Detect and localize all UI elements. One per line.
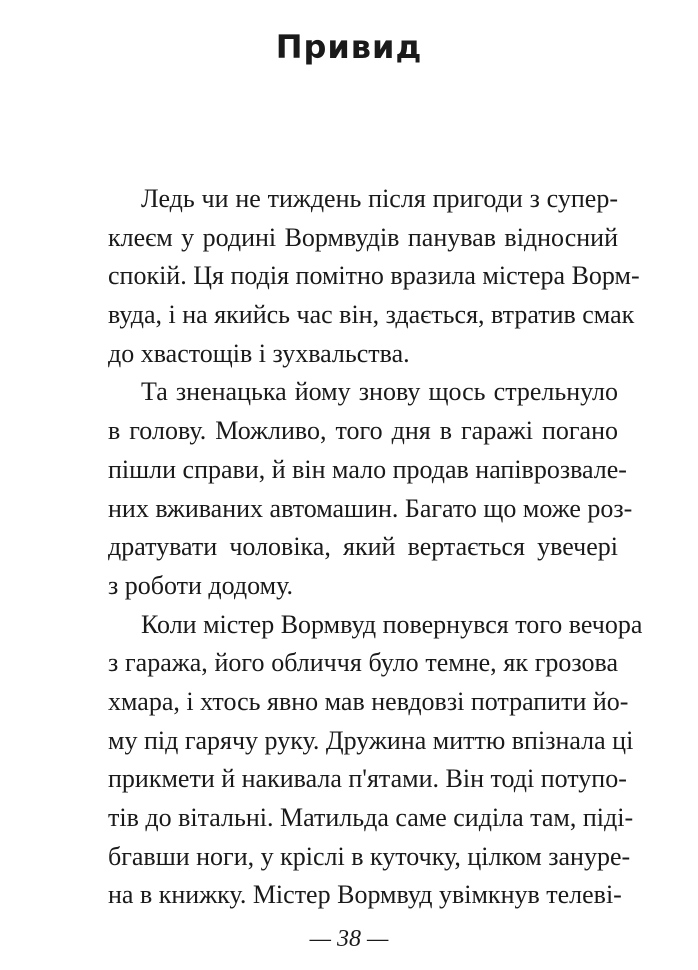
paragraph-2-line-4: них вживаних автомашин. Багато що може роз- <box>108 493 633 523</box>
paragraph-1-line-3: спокій. Ця подія помітно вразила містера Ворм- <box>108 261 640 291</box>
paragraph-3-line-1: Коли містер Вормвуд повернувся того вечора <box>141 609 643 639</box>
body-text <box>108 180 643 915</box>
paragraph-2-line-5: дратувати чоловіка, який вертається увечері <box>108 532 618 562</box>
paragraph-1-line-2: клеєм у родині Вормвудів панував відносний <box>108 222 618 252</box>
paragraph-2-line-6: з роботи додому. <box>108 570 293 600</box>
paragraph-1-line-5: до хвастощів і зухвальства. <box>108 338 410 368</box>
paragraph-3-line-7: бгавши ноги, у кріслі в куточку, цілком зануре- <box>108 841 631 871</box>
chapter-title: Привид <box>275 28 423 66</box>
paragraph-2-line-3: пішли справи, й він мало продав напіврозвале- <box>108 454 627 484</box>
paragraph-3-line-3: хмара, і хтось явно мав невдовзі потрапити йо- <box>108 686 629 716</box>
paragraph-3-line-8: на в книжку. Містер Вормвуд увімкнув телеві- <box>108 880 622 910</box>
paragraph-2-line-2: в голову. Можливо, того дня в гаражі погано <box>108 416 618 446</box>
paragraph-1-line-4: вуда, і на якийсь час він, здається, втратив смак <box>108 300 635 330</box>
paragraph-3-line-5: прикмети й накивала п'ятами. Він тоді потупо- <box>108 764 627 794</box>
paragraph-2-line-1: Та зненацька йому знову щось стрельнуло <box>141 377 618 407</box>
paragraph-3-line-6: тів до вітальні. Матильда саме сиділа там, піді- <box>108 803 634 832</box>
page-number: — 38 — <box>309 926 389 952</box>
paragraph-3-line-2: з гаража, його обличчя було темне, як грозова <box>108 648 618 678</box>
paragraph-3-line-4: му під гарячу руку. Дружина миттю впізнала ці <box>108 725 634 755</box>
paragraph-1-line-1: Ледь чи не тиждень після пригоди з супер- <box>141 184 618 213</box>
